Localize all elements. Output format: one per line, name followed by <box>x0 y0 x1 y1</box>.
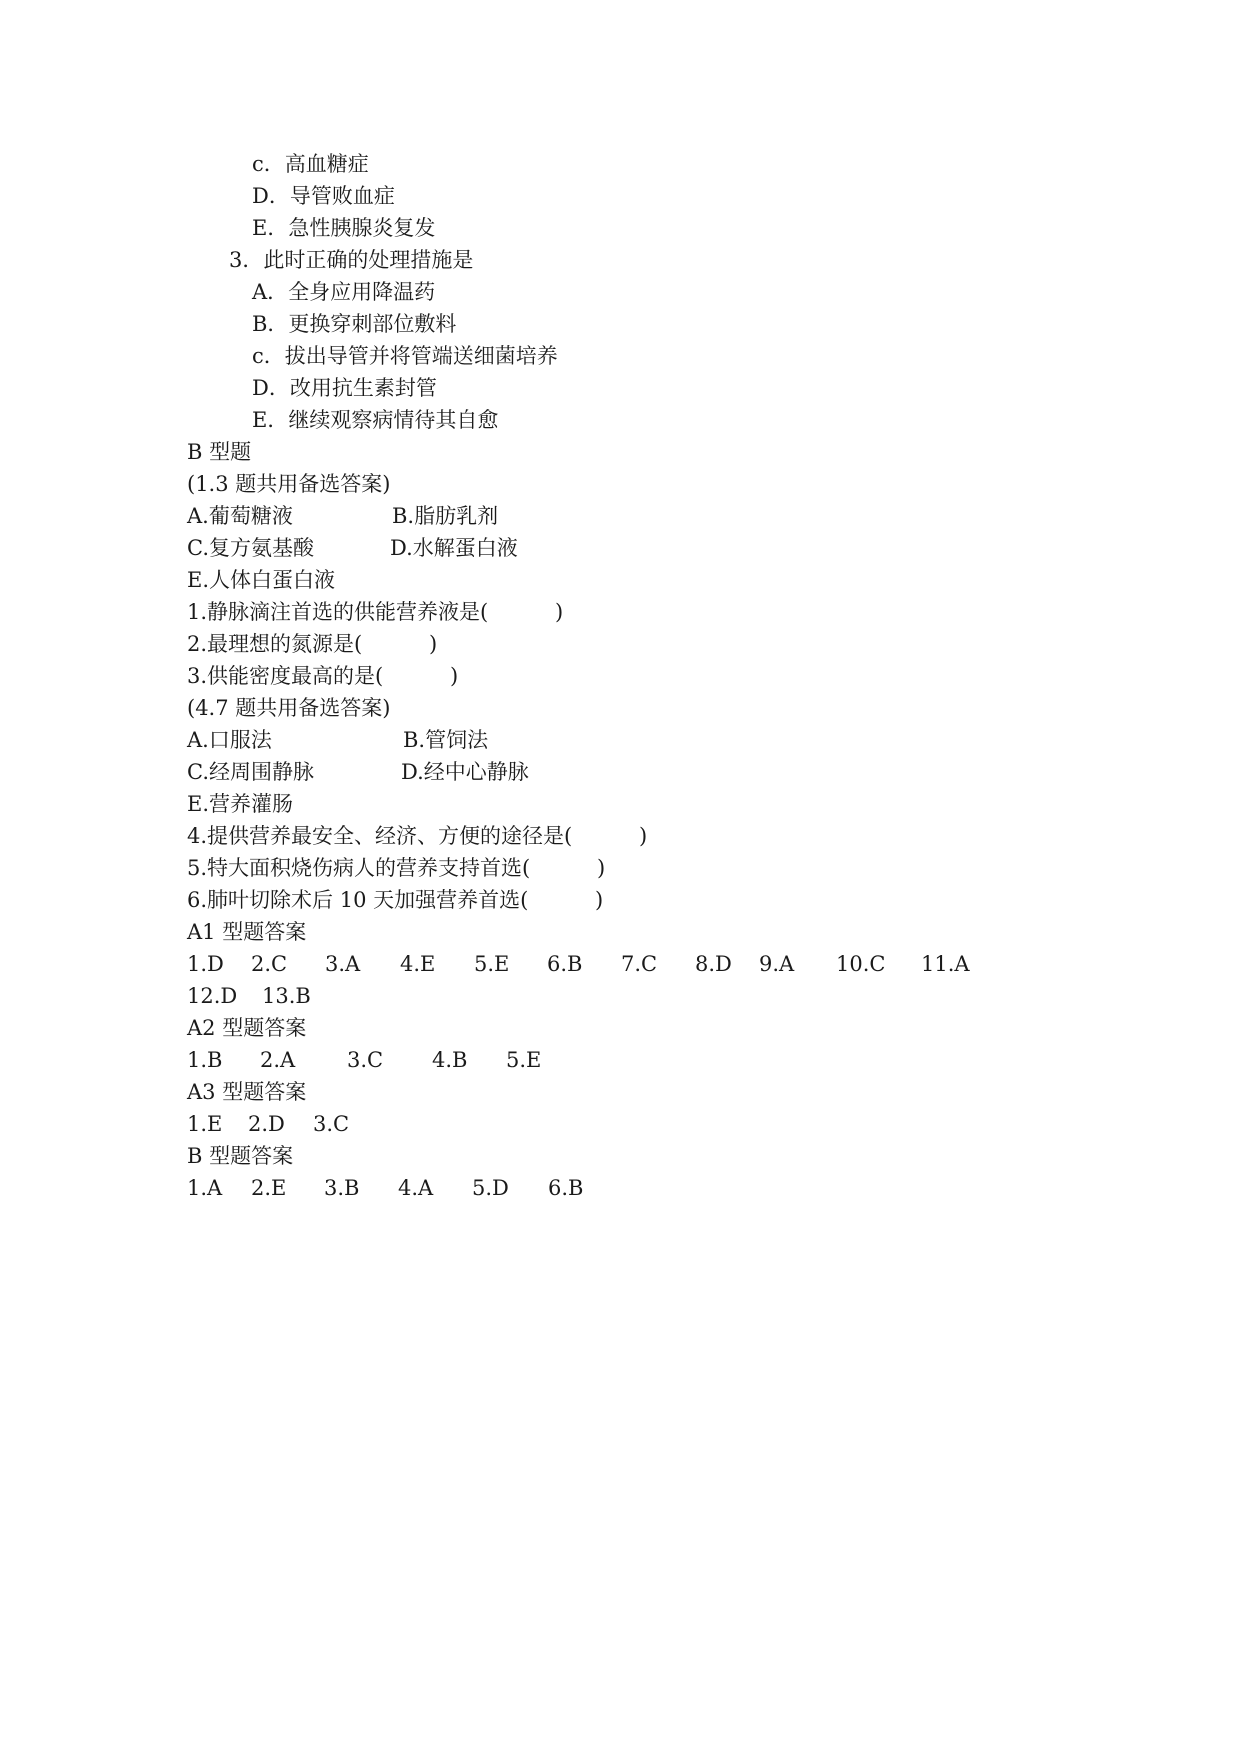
group1-question-1: 1.静脉滴注首选的供能营养液是( ) <box>187 600 564 624</box>
a3-answer: 2.D <box>248 1112 285 1136</box>
q3-stem: 3．此时正确的处理措施是 <box>229 248 474 272</box>
a1-answer: 12.D <box>187 984 238 1008</box>
a1-answer: 8.D <box>695 952 732 976</box>
group1-question-2: 2.最理想的氮源是( ) <box>187 632 438 656</box>
b-answer: 3.B <box>324 1176 360 1200</box>
b-answer: 1.A <box>187 1176 223 1200</box>
b-answer: 5.D <box>472 1176 509 1200</box>
group1-choice-d: D.水解蛋白液 <box>390 536 518 560</box>
a1-answer: 1.D <box>187 952 224 976</box>
group2-question-5: 5.特大面积烧伤病人的营养支持首选( ) <box>187 856 606 880</box>
q3-option-e: E．继续观察病情待其自愈 <box>252 408 499 432</box>
a3-answers-heading: A3 型题答案 <box>187 1080 307 1104</box>
a1-answer: 2.C <box>251 952 288 976</box>
q3-option-b: B．更换穿刺部位敷料 <box>252 312 457 336</box>
a2-answer: 2.A <box>260 1048 296 1072</box>
a3-answer: 1.E <box>187 1112 223 1136</box>
group2-choice-e: E.营养灌肠 <box>187 792 294 816</box>
group2-choice-b: B.管饲法 <box>403 728 489 752</box>
a1-answer: 7.C <box>621 952 658 976</box>
b-answers-heading: B 型题答案 <box>187 1144 294 1168</box>
group1-title: (1.3 题共用备选答案) <box>187 472 391 496</box>
q2-option-e: E．急性胰腺炎复发 <box>252 216 436 240</box>
a1-answer: 9.A <box>759 952 795 976</box>
a1-answer: 10.C <box>836 952 886 976</box>
group1-choice-b: B.脂肪乳剂 <box>392 504 499 528</box>
group1-choice-c: C.复方氨基酸 <box>187 536 314 560</box>
a2-answer: 1.B <box>187 1048 223 1072</box>
q2-option-c: c．高血糖症 <box>252 152 369 176</box>
a2-answer: 4.B <box>432 1048 468 1072</box>
group2-choice-a: A.口服法 <box>187 728 272 752</box>
a2-answers-heading: A2 型题答案 <box>187 1016 307 1040</box>
a1-answer: 6.B <box>547 952 583 976</box>
a2-answer: 5.E <box>506 1048 542 1072</box>
q3-option-d: D．改用抗生素封管 <box>252 376 437 400</box>
group1-choice-e: E.人体白蛋白液 <box>187 568 336 592</box>
group2-title: (4.7 题共用备选答案) <box>187 696 391 720</box>
a1-answer: 13.B <box>262 984 311 1008</box>
a2-answer: 3.C <box>347 1048 384 1072</box>
a1-answer: 5.E <box>474 952 510 976</box>
group2-question-4: 4.提供营养最安全、经济、方便的途径是( ) <box>187 824 648 848</box>
group1-choice-a: A.葡萄糖液 <box>187 504 293 528</box>
b-type-heading: B 型题 <box>187 440 252 464</box>
group2-choice-c: C.经周围静脉 <box>187 760 314 784</box>
a1-answers-heading: A1 型题答案 <box>187 920 307 944</box>
q3-option-a: A．全身应用降温药 <box>252 280 436 304</box>
b-answer: 4.A <box>398 1176 434 1200</box>
b-answer: 2.E <box>251 1176 287 1200</box>
q2-option-d: D．导管败血症 <box>252 184 395 208</box>
group2-question-6: 6.肺叶切除术后 10 天加强营养首选( ) <box>187 888 604 912</box>
group2-choice-d: D.经中心静脉 <box>401 760 529 784</box>
a1-answer: 11.A <box>921 952 970 976</box>
a3-answer: 3.C <box>313 1112 350 1136</box>
a1-answer: 3.A <box>325 952 361 976</box>
b-answer: 6.B <box>548 1176 584 1200</box>
a1-answer: 4.E <box>400 952 436 976</box>
q3-option-c: c．拔出导管并将管端送细菌培养 <box>252 344 558 368</box>
group1-question-3: 3.供能密度最高的是( ) <box>187 664 459 688</box>
